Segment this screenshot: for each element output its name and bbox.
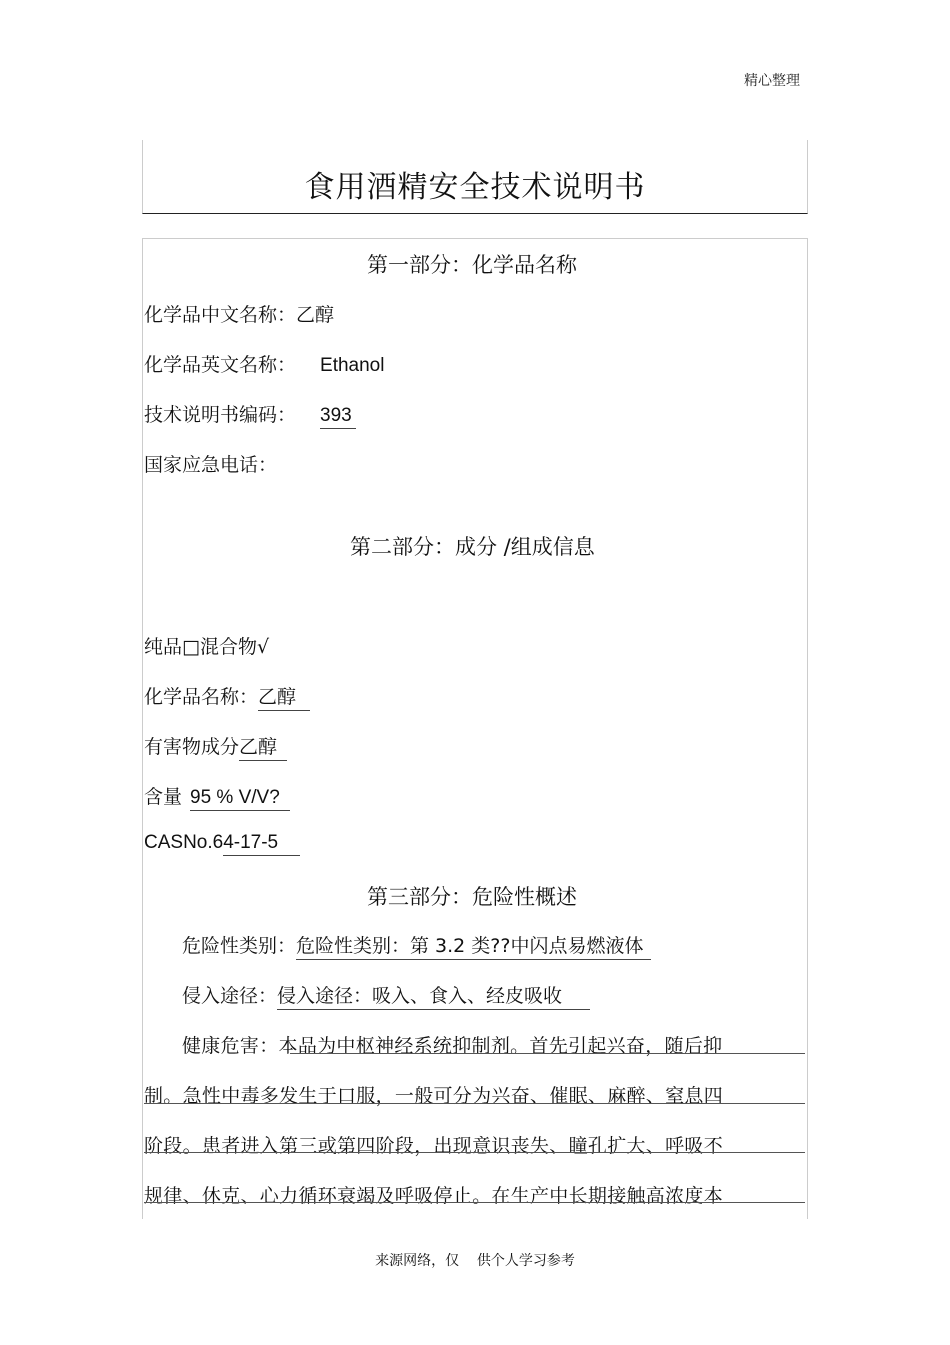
health-line-2: 制。急性中毒多发生于口服，一般可分为兴奋、催眠、麻醉、窒息四 [144,1085,724,1107]
health-line-4: 规律、休克、心力循环衰竭及呼吸停止。在生产中长期接触高浓度本 [144,1185,724,1207]
hazard-comp-label: 有害物成分 [144,736,240,758]
route-value: 侵入途径：吸入、食入、经皮吸收 [277,981,590,1010]
phone-row [144,450,277,477]
cn-name-row [144,300,334,327]
cas-value: 4-17-5 [223,832,300,856]
underline-rule [290,1053,805,1054]
health-line-3: 阶段。患者进入第三或第四阶段，出现意识丧失、瞳孔扩大、呼吸不 [144,1135,724,1157]
category-row [182,931,651,960]
cn-name-value: 乙醇 [296,304,335,326]
hazard-comp-row [144,732,287,761]
health-text-1: 本品为中枢神经系统抑制剂。首先引起兴奋，随后抑 [278,1035,723,1057]
cas-label: CASNo.6 [144,832,224,853]
en-name-value: Ethanol [320,355,385,376]
code-label: 技术说明书编码： [144,404,297,426]
cas-row [144,832,300,856]
chem-name-value: 乙醇 [258,682,310,711]
content-row [144,782,290,811]
underline-rule [144,1202,805,1203]
header-note: 精心整理 [744,73,800,89]
category-value: 危险性类别：第 3.2 类??中闪点易燃液体 [296,931,651,960]
part3-heading: 第三部分：危险性概述 [367,885,577,909]
phone-label: 国家应急电话： [144,454,278,476]
content-value: 95 % V/V? [190,787,290,811]
content-label: 含量 [144,786,183,808]
chem-name-label: 化学品名称： [144,686,259,708]
route-label: 侵入途径： [182,985,278,1007]
en-name-row [144,350,384,377]
code-row [144,400,356,429]
category-label: 危险性类别： [182,935,297,957]
code-value: 393 [320,405,356,429]
route-row [182,981,590,1010]
purity-row: 纯品□混合物√ [144,636,270,658]
document-title: 食用酒精安全技术说明书 [304,170,646,205]
chem-name-row [144,682,310,711]
en-name-label: 化学品英文名称： [144,354,297,376]
health-label: 健康危害： [182,1035,279,1057]
underline-rule [144,1152,805,1153]
hazard-comp-value: 乙醇 [239,732,287,761]
content-frame [142,238,808,1219]
part1-heading: 第一部分：化学品名称 [367,253,577,277]
cn-name-label: 化学品中文名称： [144,304,297,326]
underline-rule [144,1103,805,1104]
title-box [142,140,808,214]
part2-heading: 第二部分：成分 /组成信息 [350,535,595,559]
footer-note: 来源网络，仅 供个人学习参考 [375,1253,575,1269]
